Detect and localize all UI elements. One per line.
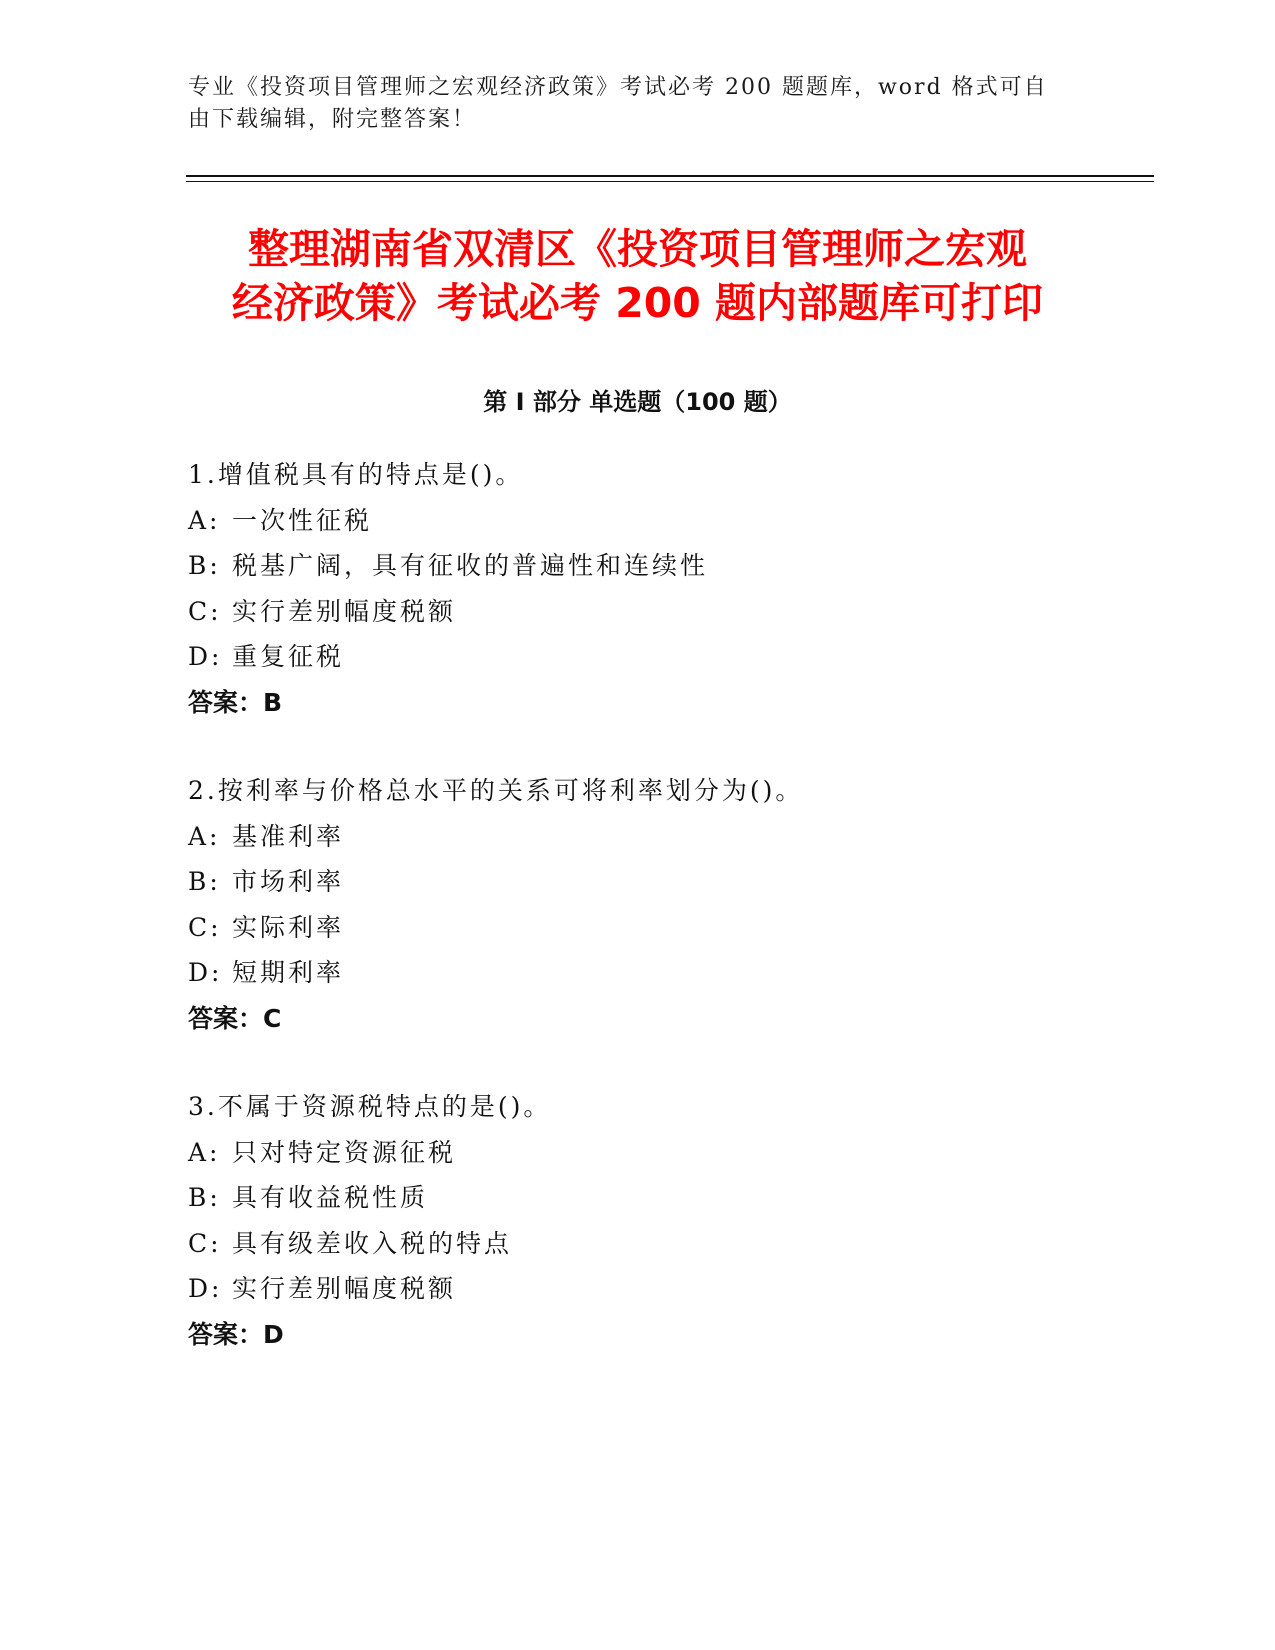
- option-letter: C:: [188, 912, 222, 942]
- option-letter: A:: [188, 1137, 221, 1167]
- section-title: 第 I 部分 单选题（100 题）: [483, 388, 792, 416]
- option-text: 税基广阔，具有征收的普遍性和连续性: [232, 551, 709, 581]
- header-note: 专业《投资项目管理师之宏观经济政策》考试必考 200 题题库，word 格式可自由下载编辑，附完整答案！: [188, 75, 1048, 132]
- option-text: 只对特定资源征税: [232, 1137, 457, 1167]
- option-d: [188, 1266, 1088, 1312]
- option-text: 实行差别幅度税额: [232, 596, 457, 626]
- option-text: 基准利率: [232, 821, 345, 851]
- option-text: 实际利率: [232, 912, 345, 942]
- option-c: [188, 905, 1088, 951]
- option-a: [188, 1130, 1088, 1176]
- option-letter: D:: [188, 958, 223, 988]
- option-text: 一次性征税: [232, 505, 373, 535]
- option-c: [188, 589, 1088, 635]
- option-text: 短期利率: [232, 958, 345, 988]
- answer: 答案：C: [188, 1003, 282, 1033]
- question-1: [188, 452, 1088, 726]
- option-letter: A:: [188, 505, 221, 535]
- option-letter: B:: [188, 551, 221, 581]
- option-text: 具有收益税性质: [232, 1183, 429, 1213]
- option-letter: D:: [188, 642, 223, 672]
- question-2: [188, 768, 1088, 1042]
- option-b: [188, 859, 1088, 905]
- option-b: [188, 1175, 1088, 1221]
- answer: 答案：D: [188, 1319, 284, 1349]
- option-letter: D:: [188, 1274, 223, 1304]
- option-a: [188, 814, 1088, 860]
- option-text: 实行差别幅度税额: [232, 1274, 457, 1304]
- option-letter: C:: [188, 596, 222, 626]
- option-c: [188, 1221, 1088, 1267]
- question-stem: 3.不属于资源税特点的是()。: [188, 1092, 552, 1121]
- document-title-line-1: 整理湖南省双清区《投资项目管理师之宏观: [248, 225, 1027, 273]
- option-d: [188, 950, 1088, 996]
- option-a: [188, 498, 1088, 544]
- option-text: 市场利率: [232, 867, 345, 897]
- option-text: 具有级差收入税的特点: [232, 1228, 513, 1258]
- option-text: 重复征税: [232, 642, 345, 672]
- document-title: [150, 222, 1125, 330]
- option-letter: B:: [188, 867, 221, 897]
- question-stem: 1.增值税具有的特点是()。: [188, 460, 524, 489]
- option-letter: C:: [188, 1228, 222, 1258]
- option-letter: A:: [188, 821, 221, 851]
- header-divider-thick: [186, 175, 1154, 177]
- header-divider-thin: [186, 181, 1154, 182]
- option-b: [188, 543, 1088, 589]
- answer: 答案：B: [188, 687, 283, 717]
- question-3: [188, 1084, 1088, 1358]
- option-letter: B:: [188, 1183, 221, 1213]
- question-stem: 2.按利率与价格总水平的关系可将利率划分为()。: [188, 776, 804, 805]
- option-d: [188, 634, 1088, 680]
- document-title-line-2: 经济政策》考试必考 200 题内部题库可打印: [231, 279, 1044, 327]
